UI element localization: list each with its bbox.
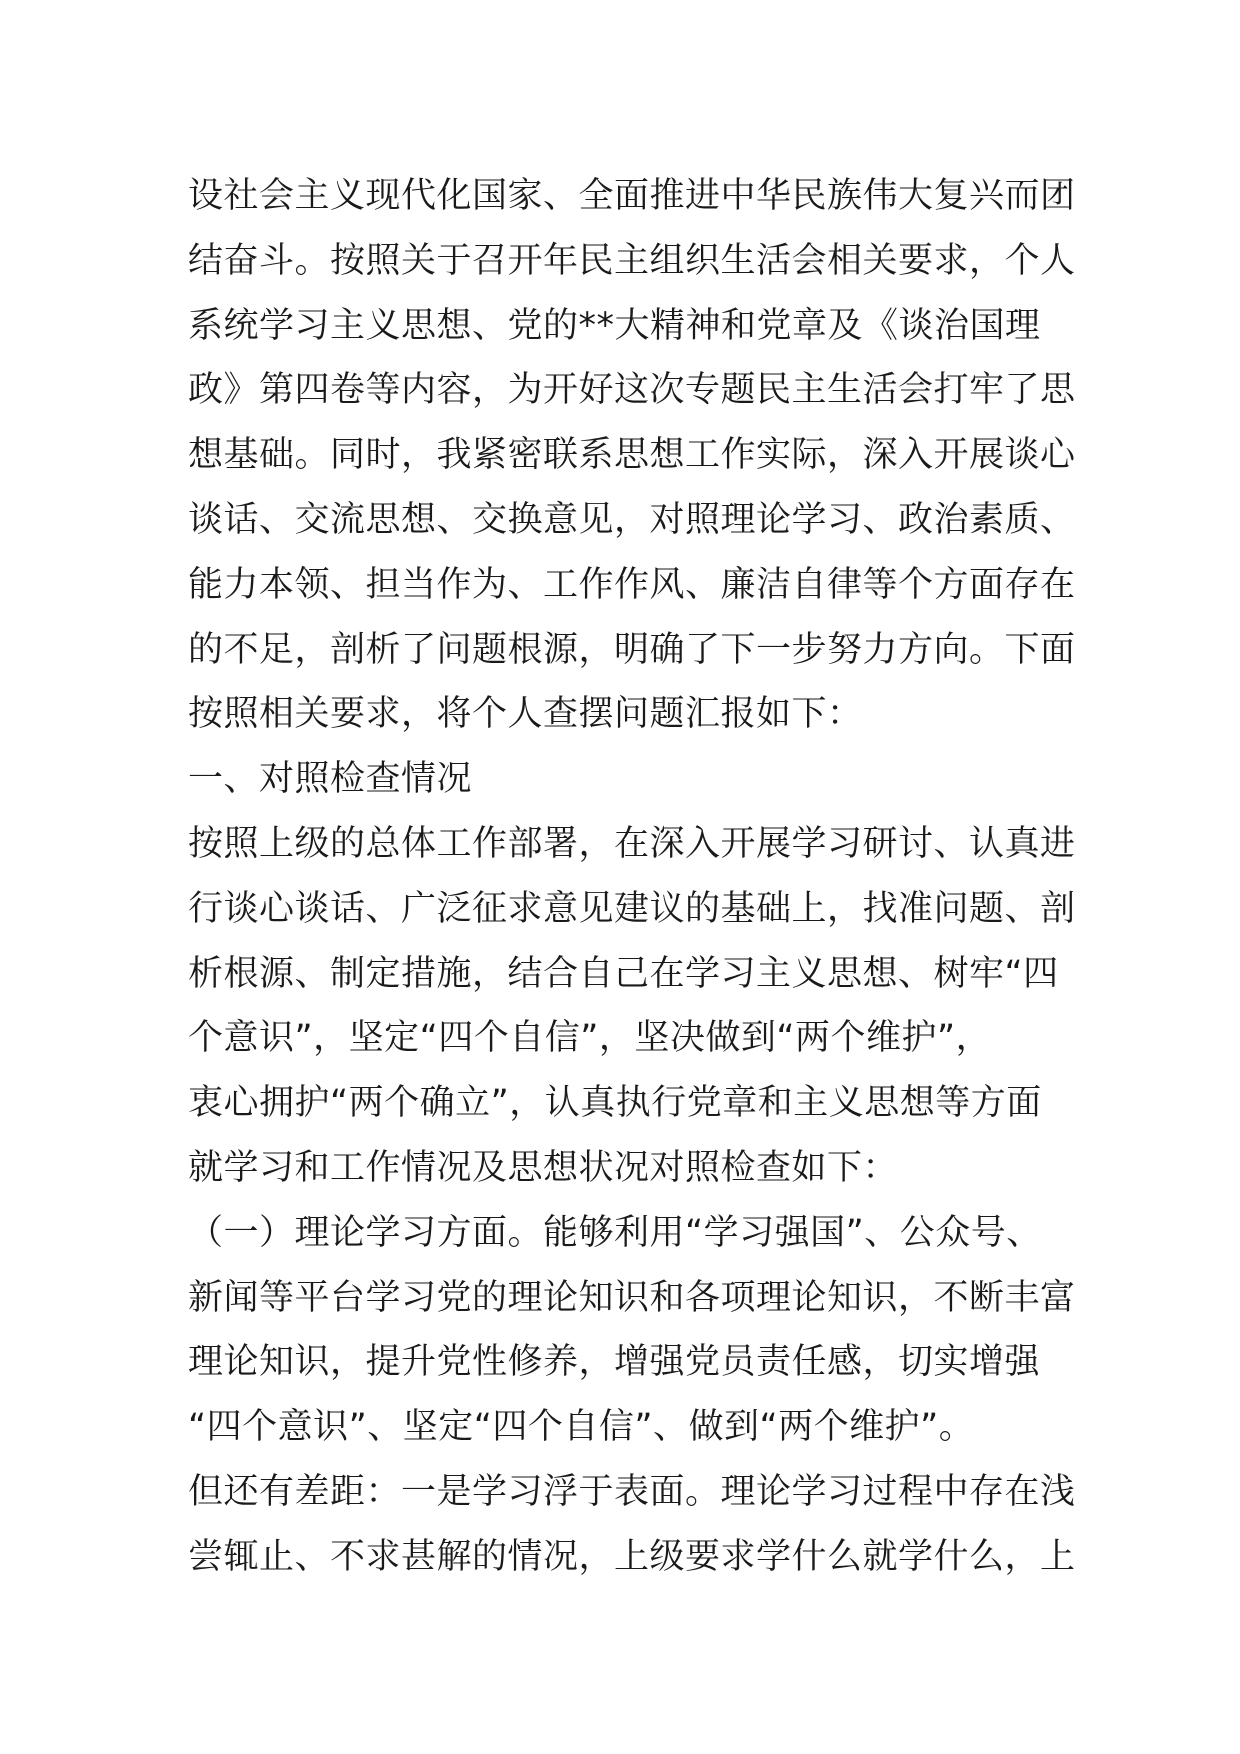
- body-text: [188, 164, 1076, 1590]
- text-line: 析根源、制定措施，结合自己在学习主义思想、树牢“四: [188, 953, 1059, 994]
- text-line: 新闻等平台学习党的理论知识和各项理论知识，不断丰富: [188, 1277, 1076, 1318]
- text-line: 谈话、交流思想、交换意见，对照理论学习、政治素质、: [188, 499, 1076, 540]
- text-line: 衷心拥护“两个确立”，认真执行党章和主义思想等方面: [188, 1083, 1042, 1124]
- text-line: 按照上级的总体工作部署，在深入开展学习研讨、认真进: [188, 823, 1076, 864]
- text-line: 能力本领、担当作为、工作作风、廉洁自律等个方面存在: [188, 564, 1076, 605]
- text-line: 政》第四卷等内容，为开好这次专题民主生活会打牢了思: [188, 370, 1076, 411]
- section-heading: 一、对照检查情况: [188, 759, 473, 800]
- text-line: 设社会主义现代化国家、全面推进中华民族伟大复兴而团: [188, 176, 1076, 216]
- text-line: 想基础。同时，我紧密联系思想工作实际，深入开展谈心: [188, 435, 1076, 476]
- text-line: 个意识”，坚定“四个自信”，坚决做到“两个维护”，: [188, 1018, 992, 1059]
- text-line: “四个意识”、坚定“四个自信”、做到“两个维护”。: [188, 1407, 975, 1448]
- text-line: 理论知识，提升党性修养，增强党员责任感，切实增强: [188, 1342, 1041, 1383]
- text-line: 行谈心谈话、广泛征求意见建议的基础上，找准问题、剖: [188, 888, 1076, 929]
- text-line: 系统学习主义思想、党的**大精神和党章及《谈治国理: [188, 305, 1041, 346]
- text-line: 但还有差距：一是学习浮于表面。理论学习过程中存在浅: [188, 1471, 1076, 1512]
- text-line: 结奋斗。按照关于召开年民主组织生活会相关要求，个人: [188, 240, 1076, 281]
- text-line: 尝辄止、不求甚解的情况，上级要求学什么就学什么，上: [188, 1536, 1076, 1577]
- subsection-line: （一）理论学习方面。能够利用“学习强国”、公众号、: [188, 1212, 1042, 1253]
- text-line: 按照相关要求，将个人查摆问题汇报如下：: [188, 694, 863, 735]
- text-line: 就学习和工作情况及思想状况对照检查如下：: [188, 1147, 899, 1188]
- text-line: 的不足，剖析了问题根源，明确了下一步努力方向。下面: [188, 629, 1076, 670]
